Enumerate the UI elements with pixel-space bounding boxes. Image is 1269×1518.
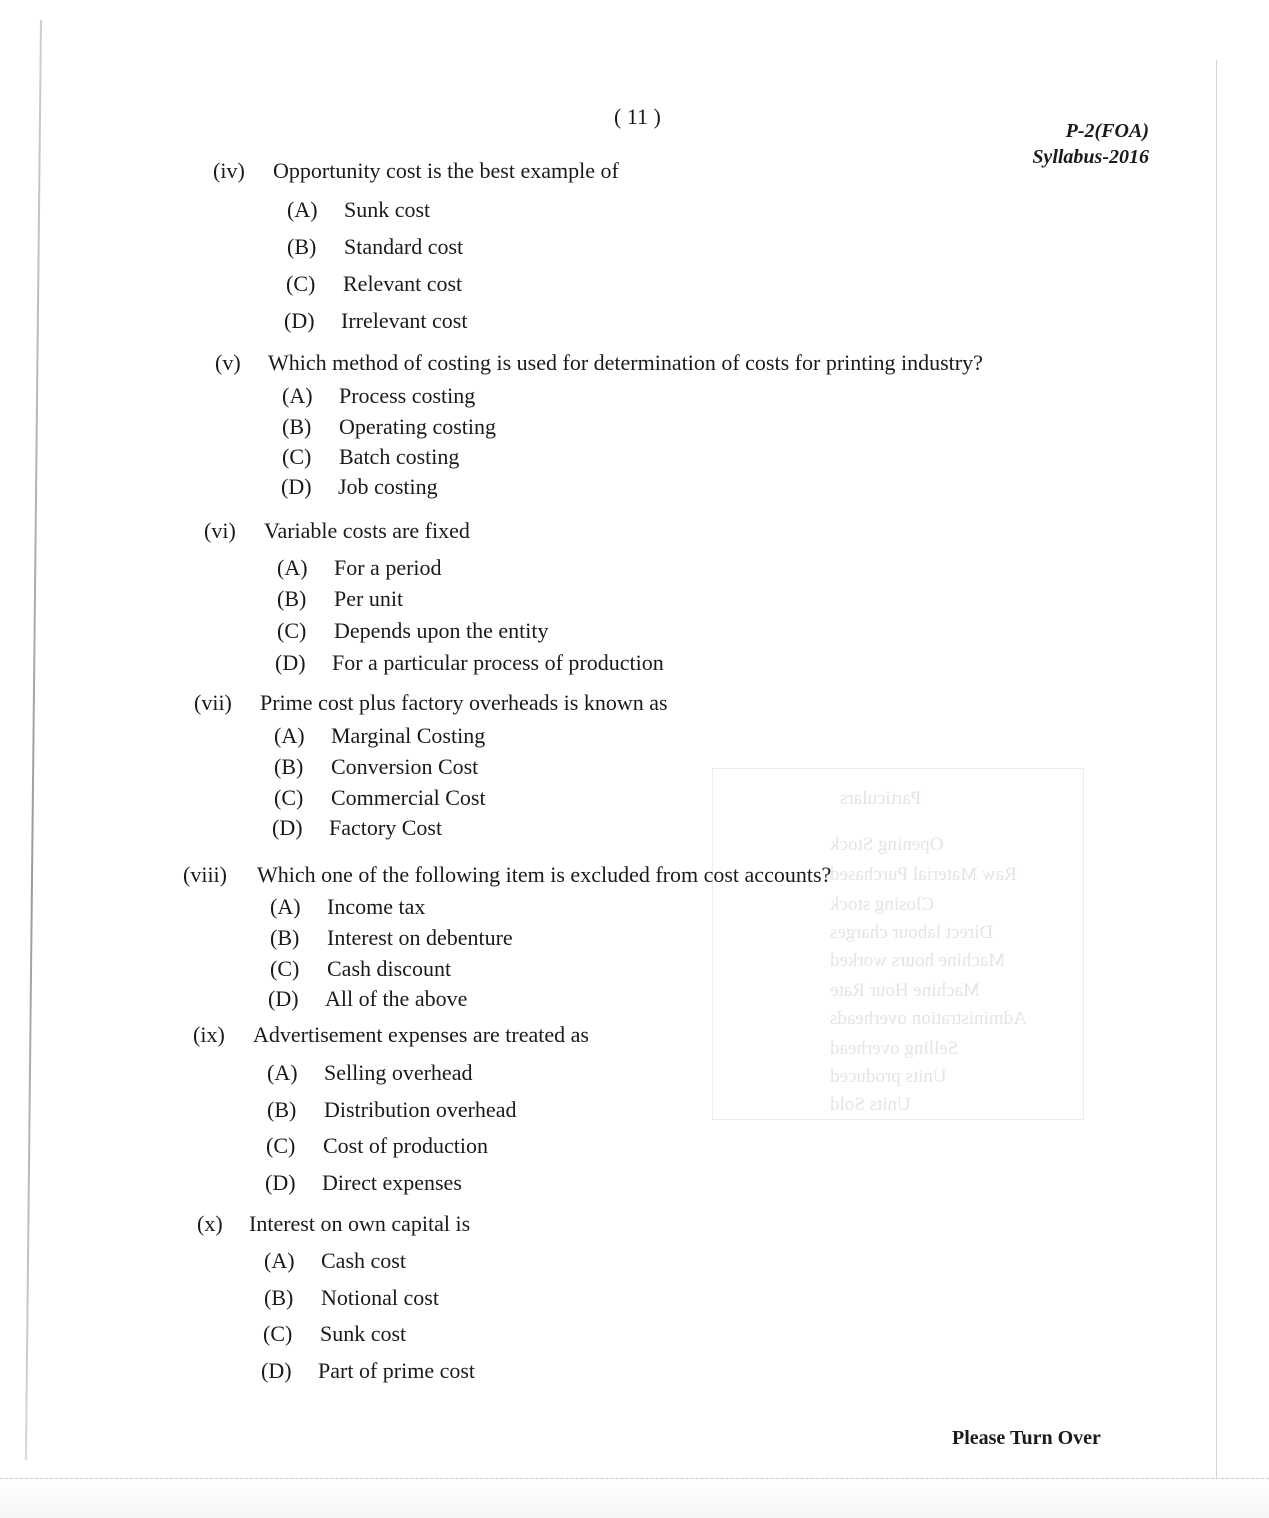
option-letter: (C) [270,956,300,981]
option-letter: (D) [261,1358,292,1383]
option-text: Batch costing [339,444,460,469]
bleed-through-row: Administration overheads [830,1008,1027,1029]
question-number: (iv) [213,158,245,183]
option-letter: (D) [272,815,303,840]
option-letter: (B) [287,234,317,259]
option-text: Job costing [338,474,438,499]
option-letter: (C) [282,444,312,469]
bleed-through-row: Machine hours worked [830,950,1006,971]
bleed-through-row: Raw Material Purchased [830,864,1017,885]
option-text: Selling overhead [324,1060,473,1085]
option-text: Per unit [334,586,404,611]
option-letter: (D) [265,1170,296,1195]
question-text: Interest on own capital is [249,1211,471,1236]
option-letter: (A) [282,383,313,408]
bleed-through-row: Closing stock [830,894,934,915]
option-letter: (D) [268,986,299,1011]
option-text: For a period [334,555,442,580]
page-left-edge [25,20,42,1460]
option-text: Operating costing [339,414,497,439]
option-text: Interest on debenture [327,925,513,950]
question-number: (ix) [193,1022,225,1047]
option-text: Cash discount [327,956,452,981]
bleed-through-row: Machine Hour Rate [830,980,980,1001]
option-letter: (A) [270,894,301,919]
option-text: Part of prime cost [318,1358,476,1383]
question-number: (viii) [183,862,227,887]
question-number: (vii) [194,690,232,715]
option-text: Factory Cost [329,815,443,840]
paper-code: P-2(FOA) [1065,120,1149,142]
option-text: Relevant cost [343,271,463,296]
page-right-edge [1216,60,1217,1510]
option-letter: (C) [263,1321,293,1346]
option-text: All of the above [325,986,468,1011]
option-letter: (C) [277,618,307,643]
option-text: Standard cost [344,234,464,259]
please-turn-over: Please Turn Over [952,1427,1101,1449]
option-letter: (A) [277,555,308,580]
bleed-through-header: Particulars [840,788,922,809]
option-letter: (C) [286,271,316,296]
option-text: Direct expenses [322,1170,462,1195]
option-text: Conversion Cost [331,754,479,779]
option-letter: (D) [284,308,315,333]
bleed-through-row: Direct labour charges [830,922,994,943]
page-number: ( 11 ) [614,104,661,129]
option-letter: (B) [277,586,307,611]
option-text: Process costing [339,383,476,408]
option-letter: (D) [281,474,312,499]
option-text: Notional cost [321,1285,439,1310]
bleed-through-row: Units produced [830,1066,947,1087]
bleed-through-row: Units Sold [830,1094,911,1115]
question-text: Prime cost plus factory overheads is known as [260,690,668,715]
question-text: Advertisement expenses are treated as [253,1022,589,1047]
option-text: Distribution overhead [324,1097,517,1122]
bleed-through-row: Opening Stock [830,834,944,855]
option-text: Cash cost [321,1248,406,1273]
question-text: Variable costs are fixed [264,518,470,543]
page-bottom-edge [0,1478,1269,1518]
question-number: (v) [215,350,241,375]
option-letter: (D) [275,650,306,675]
option-letter: (B) [267,1097,297,1122]
syllabus-label: Syllabus-2016 [1032,146,1149,168]
option-text: Marginal Costing [331,723,486,748]
option-letter: (B) [282,414,312,439]
option-letter: (A) [287,197,318,222]
question-text: Opportunity cost is the best example of [273,158,619,183]
option-text: Commercial Cost [331,785,486,810]
option-letter: (A) [274,723,305,748]
option-letter: (B) [264,1285,294,1310]
option-letter: (A) [267,1060,298,1085]
option-letter: (A) [264,1248,295,1273]
option-text: Sunk cost [344,197,431,222]
question-number: (x) [197,1211,223,1236]
question-text: Which one of the following item is excluded from cost accounts? [257,862,832,887]
option-text: Sunk cost [320,1321,407,1346]
option-text: Irrelevant cost [341,308,468,333]
option-letter: (B) [274,754,304,779]
option-text: Income tax [327,894,426,919]
question-text: Which method of costing is used for determination of costs for printing industry? [268,350,983,375]
bleed-through-row: Selling overhead [830,1038,959,1059]
option-text: Cost of production [323,1133,488,1158]
paper-code-block [1032,118,1149,170]
option-text: Depends upon the entity [334,618,549,643]
option-letter: (B) [270,925,300,950]
option-letter: (C) [274,785,304,810]
option-text: For a particular process of production [332,650,664,675]
question-number: (vi) [204,518,236,543]
option-letter: (C) [266,1133,296,1158]
